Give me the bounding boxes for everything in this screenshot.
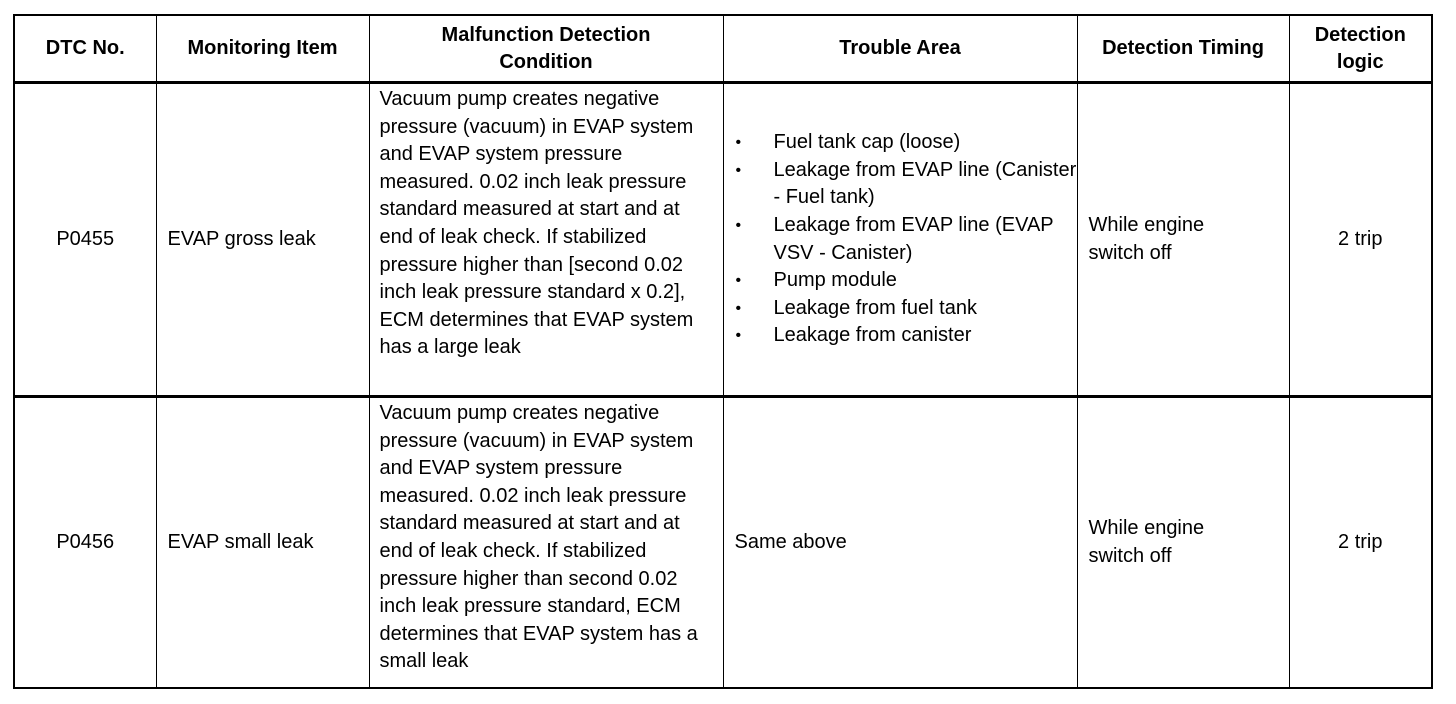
trouble-area-item: Leakage from fuel tank <box>773 296 977 319</box>
list-item <box>724 157 1077 212</box>
dtc-code-cell: P0455 <box>14 83 156 397</box>
header-detection-timing: Detection Timing <box>1077 15 1289 83</box>
header-row <box>14 15 1432 83</box>
bullet-icon: • <box>735 299 742 317</box>
trouble-area-item: Leakage from canister <box>773 324 972 347</box>
bullet-icon: • <box>735 216 742 234</box>
bullet-icon: • <box>735 327 742 345</box>
detection-logic-cell: 2 trip <box>1289 83 1432 397</box>
table-body <box>14 83 1432 689</box>
detection-condition-text: Vacuum pump creates negative pressure (vacuum) in EVAP system and EVAP system pressure measured. 0.02 inch leak pressure standard measured at start and at end of leak check. If stabilized pressure higher than [second 0.02 inch leak pressure standard x 0.2], ECM determines that EVAP system has a large leak <box>379 88 694 359</box>
trouble-area-item: Fuel tank cap (loose) <box>773 131 961 154</box>
detection-timing-cell <box>1077 83 1289 397</box>
list-item <box>724 322 1077 350</box>
trouble-area-cell: Same above <box>723 397 1077 689</box>
dtc-table <box>13 14 1433 689</box>
list-item <box>724 295 1077 323</box>
table-header <box>14 15 1432 83</box>
header-detection-logic <box>1289 15 1432 83</box>
header-dtc-no: DTC No. <box>14 15 156 83</box>
detection-condition-cell <box>369 397 723 689</box>
detection-logic-cell: 2 trip <box>1289 397 1432 689</box>
header-trouble-area: Trouble Area <box>723 15 1077 83</box>
trouble-area-cell <box>723 83 1077 397</box>
dtc-code-cell: P0456 <box>14 397 156 689</box>
trouble-area-item: Pump module <box>773 269 897 292</box>
bullet-icon: • <box>735 272 742 290</box>
detection-timing-text: While engine switch off <box>1088 516 1205 567</box>
list-item <box>724 129 1077 157</box>
header-detection-logic-label: Detection logic <box>1314 23 1406 73</box>
header-malfunction-condition-label: Malfunction Detection Condition <box>441 23 651 73</box>
detection-timing-text: While engine switch off <box>1088 213 1205 264</box>
bullet-icon: • <box>735 134 742 152</box>
monitoring-item-cell: EVAP gross leak <box>156 83 369 397</box>
detection-condition-text: Vacuum pump creates negative pressure (vacuum) in EVAP system and EVAP system pressure measured. 0.02 inch leak pressure standard measured at start and at end of leak check. If stabilized pressure higher than second 0.02 inch leak pressure standard, ECM determines that EVAP system has a small leak <box>379 402 698 673</box>
trouble-area-item: Leakage from EVAP line (EVAP VSV - Canister) <box>773 213 1054 264</box>
header-malfunction-condition <box>369 15 723 83</box>
trouble-area-item: Leakage from EVAP line (Canister - Fuel tank) <box>773 158 1077 209</box>
header-monitoring-item: Monitoring Item <box>156 15 369 83</box>
list-item <box>724 267 1077 295</box>
table-row <box>14 397 1432 689</box>
bullet-icon: • <box>735 161 742 179</box>
detection-timing-cell <box>1077 397 1289 689</box>
trouble-area-list <box>724 129 1077 350</box>
detection-condition-cell <box>369 83 723 397</box>
table-row <box>14 83 1432 397</box>
monitoring-item-cell: EVAP small leak <box>156 397 369 689</box>
list-item <box>724 212 1077 267</box>
